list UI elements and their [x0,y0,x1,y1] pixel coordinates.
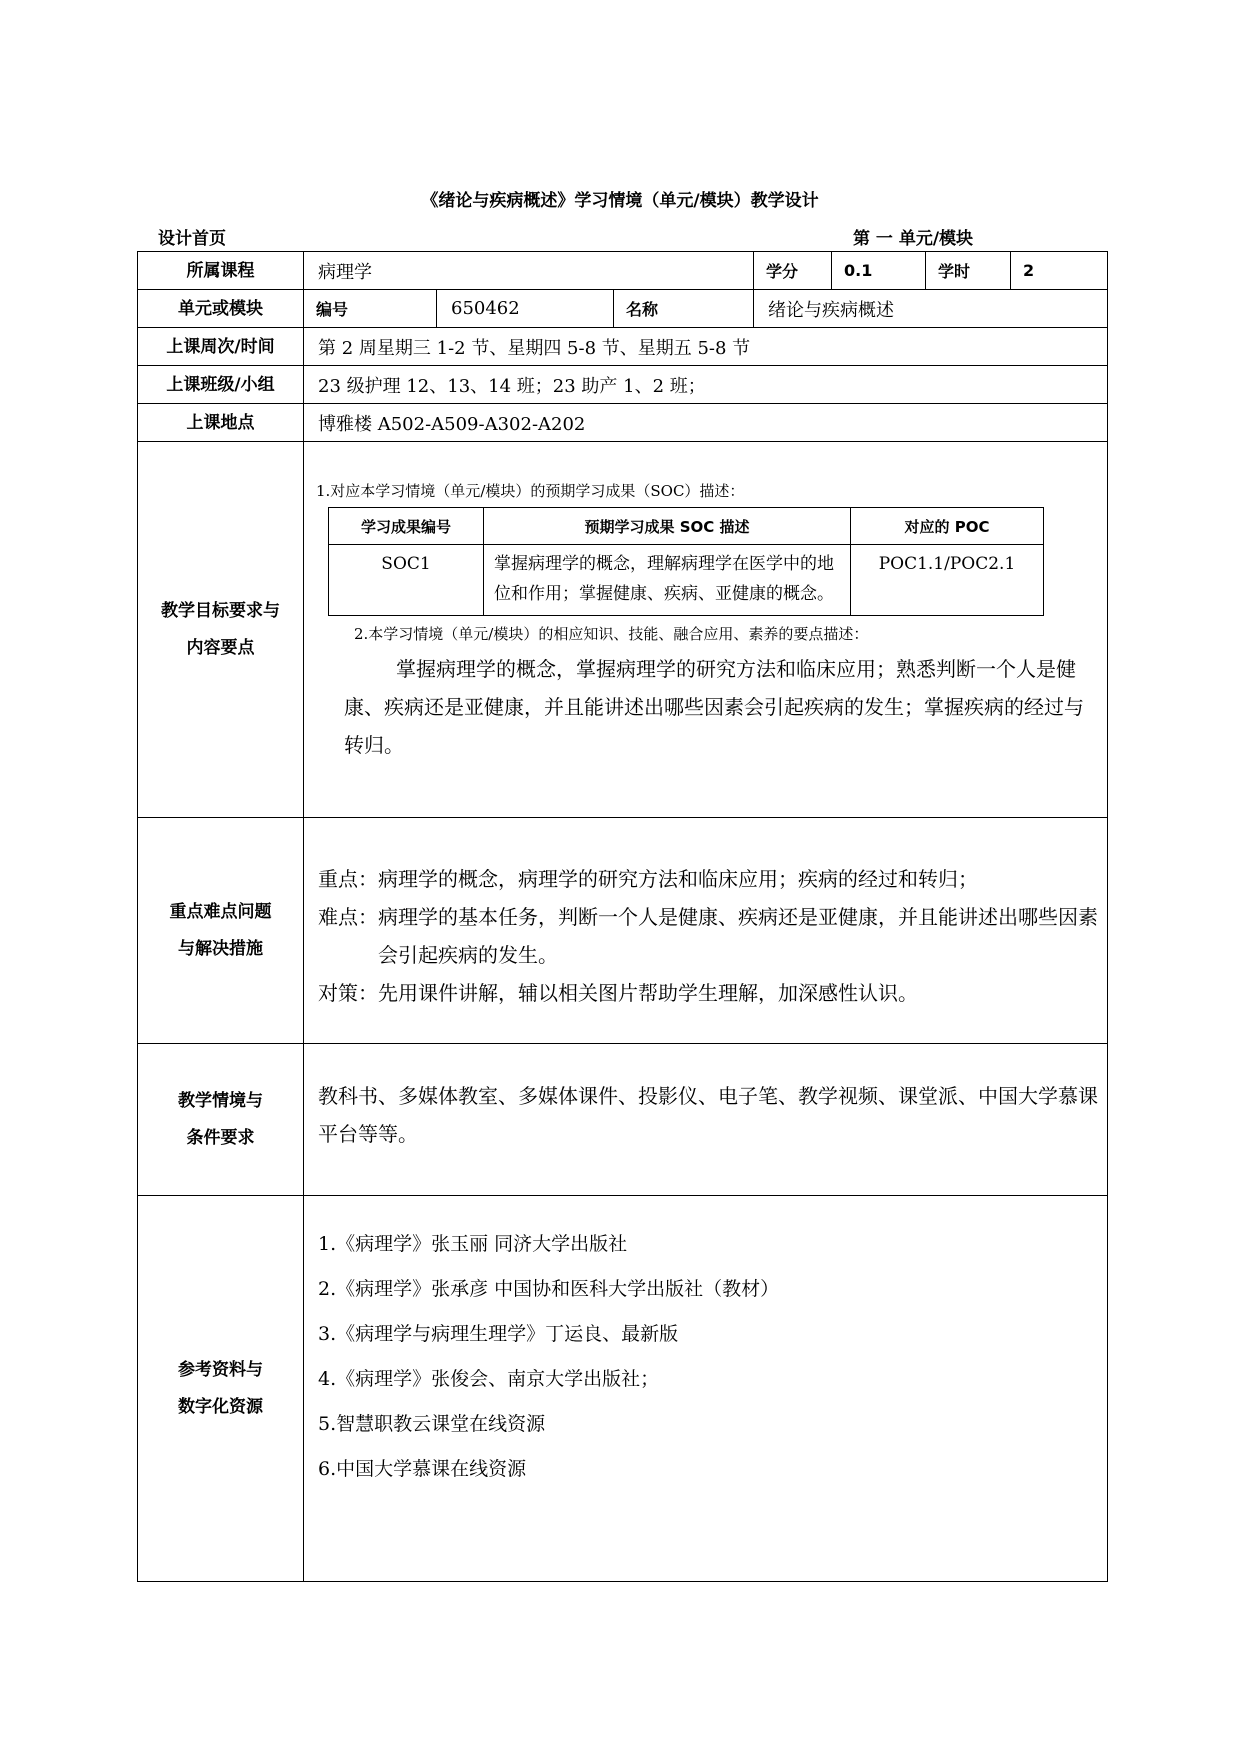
reference-item: 1.《病理学》张玉丽 同济大学出版社 [318,1233,628,1255]
hours-label: 学时 [926,252,1011,290]
soc-desc: 掌握病理学的概念，理解病理学在医学中的地位和作用；掌握健康、疾病、亚健康的概念。 [484,545,851,616]
objectives-label [138,442,304,818]
knowledge-intro: 2.本学习情境（单元/模块）的相应知识、技能、融合应用、素养的要点描述： [354,625,869,643]
soc-id: SOC1 [329,545,484,616]
unit-label: 单元或模块 [138,290,304,328]
unit-code-label: 编号 [304,290,437,328]
classes-row [138,366,1108,404]
soc-header-desc: 预期学习成果 SOC 描述 [484,508,851,545]
conditions-row [138,1044,1108,1196]
document-title: 《绪论与疾病概述》学习情境（单元/模块）教学设计 [421,191,819,211]
measure-line [318,974,1099,1012]
location-value: 博雅楼 A502-A509-A302-A202 [304,404,1108,442]
references-label-line2: 数字化资源 [178,1396,263,1417]
key-point-text: 病理学的概念，病理学的研究方法和临床应用；疾病的经过和转归； [378,866,978,891]
conditions-text: 教科书、多媒体教室、多媒体课件、投影仪、电子笔、教学视频、课堂派、中国大学慕课平台等等。 [304,1044,1108,1196]
key-point-line [318,860,1099,898]
conditions-label-line1: 教学情境与 [178,1090,263,1111]
soc-table [328,507,1044,616]
credit-label: 学分 [754,252,832,290]
soc-intro: 1.对应本学习情境（单元/模块）的预期学习成果（SOC）描述： [316,482,745,500]
schedule-value: 第 2 周星期三 1-2 节、星期四 5-8 节、星期五 5-8 节 [304,328,1108,366]
unit-name-label: 名称 [614,290,754,328]
key-points-row [138,818,1108,1044]
difficulty-text: 病理学的基本任务，判断一个人是健康、疾病还是亚健康，并且能讲述出哪些因素会引起疾病的发生。 [378,904,1098,967]
course-label: 所属课程 [138,252,304,290]
key-points-content [304,818,1108,1044]
knowledge-content: 掌握病理学的概念，掌握病理学的研究方法和临床应用；熟悉判断一个人是健康、疾病还是亚健康，并且能讲述出哪些因素会引起疾病的发生；掌握疾病的经过与转归。 [344,657,1084,757]
conditions-label-line2: 条件要求 [186,1127,255,1148]
reference-item: 6.中国大学慕课在线资源 [318,1458,527,1480]
reference-item: 5.智慧职教云课堂在线资源 [318,1413,546,1435]
objectives-content [304,442,1108,818]
key-points-label [138,818,304,1044]
unit-code: 650462 [437,290,614,328]
objectives-label-line1: 教学目标要求与 [161,600,280,621]
reference-item: 2.《病理学》张承彦 中国协和医科大学出版社（教材） [318,1278,780,1300]
difficulty-label: 难点： [318,904,378,929]
location-row [138,404,1108,442]
references-row [138,1196,1108,1582]
measure-text: 先用课件讲解，辅以相关图片帮助学生理解，加深感性认识。 [378,980,918,1005]
difficulty-line [318,898,1099,974]
references-label-line1: 参考资料与 [178,1359,263,1380]
references-label [138,1196,304,1582]
reference-item: 3.《病理学与病理生理学》丁运良、最新版 [318,1323,679,1345]
references-list [304,1196,1108,1582]
schedule-label: 上课周次/时间 [138,328,304,366]
classes-label: 上课班级/小组 [138,366,304,404]
course-row [138,252,1108,290]
key-points-label-line2: 与解决措施 [178,938,263,959]
location-label: 上课地点 [138,404,304,442]
credit-value: 0.1 [832,252,926,290]
reference-item: 4.《病理学》张俊会、南京大学出版社； [318,1368,660,1390]
key-point-label: 重点： [318,866,378,891]
unit-name: 绪论与疾病概述 [754,290,1108,328]
soc-header-poc: 对应的 POC [851,508,1044,545]
course-value: 病理学 [304,252,754,290]
conditions-label [138,1044,304,1196]
soc-poc: POC1.1/POC2.1 [851,545,1044,616]
hours-value: 2 [1011,252,1108,290]
soc-row [329,545,1044,616]
classes-value: 23 级护理 12、13、14 班；23 助产 1、2 班； [304,366,1108,404]
unit-row [138,290,1108,328]
objectives-label-line2: 内容要点 [186,637,255,658]
unit-module-label: 第 一 单元/模块 [853,229,974,249]
schedule-row [138,328,1108,366]
soc-header-id: 学习成果编号 [329,508,484,545]
measure-label: 对策： [318,980,378,1005]
key-points-label-line1: 重点难点问题 [169,901,272,922]
design-first-page-label: 设计首页 [158,229,226,249]
design-table [137,251,1108,1582]
objectives-row [138,442,1108,818]
